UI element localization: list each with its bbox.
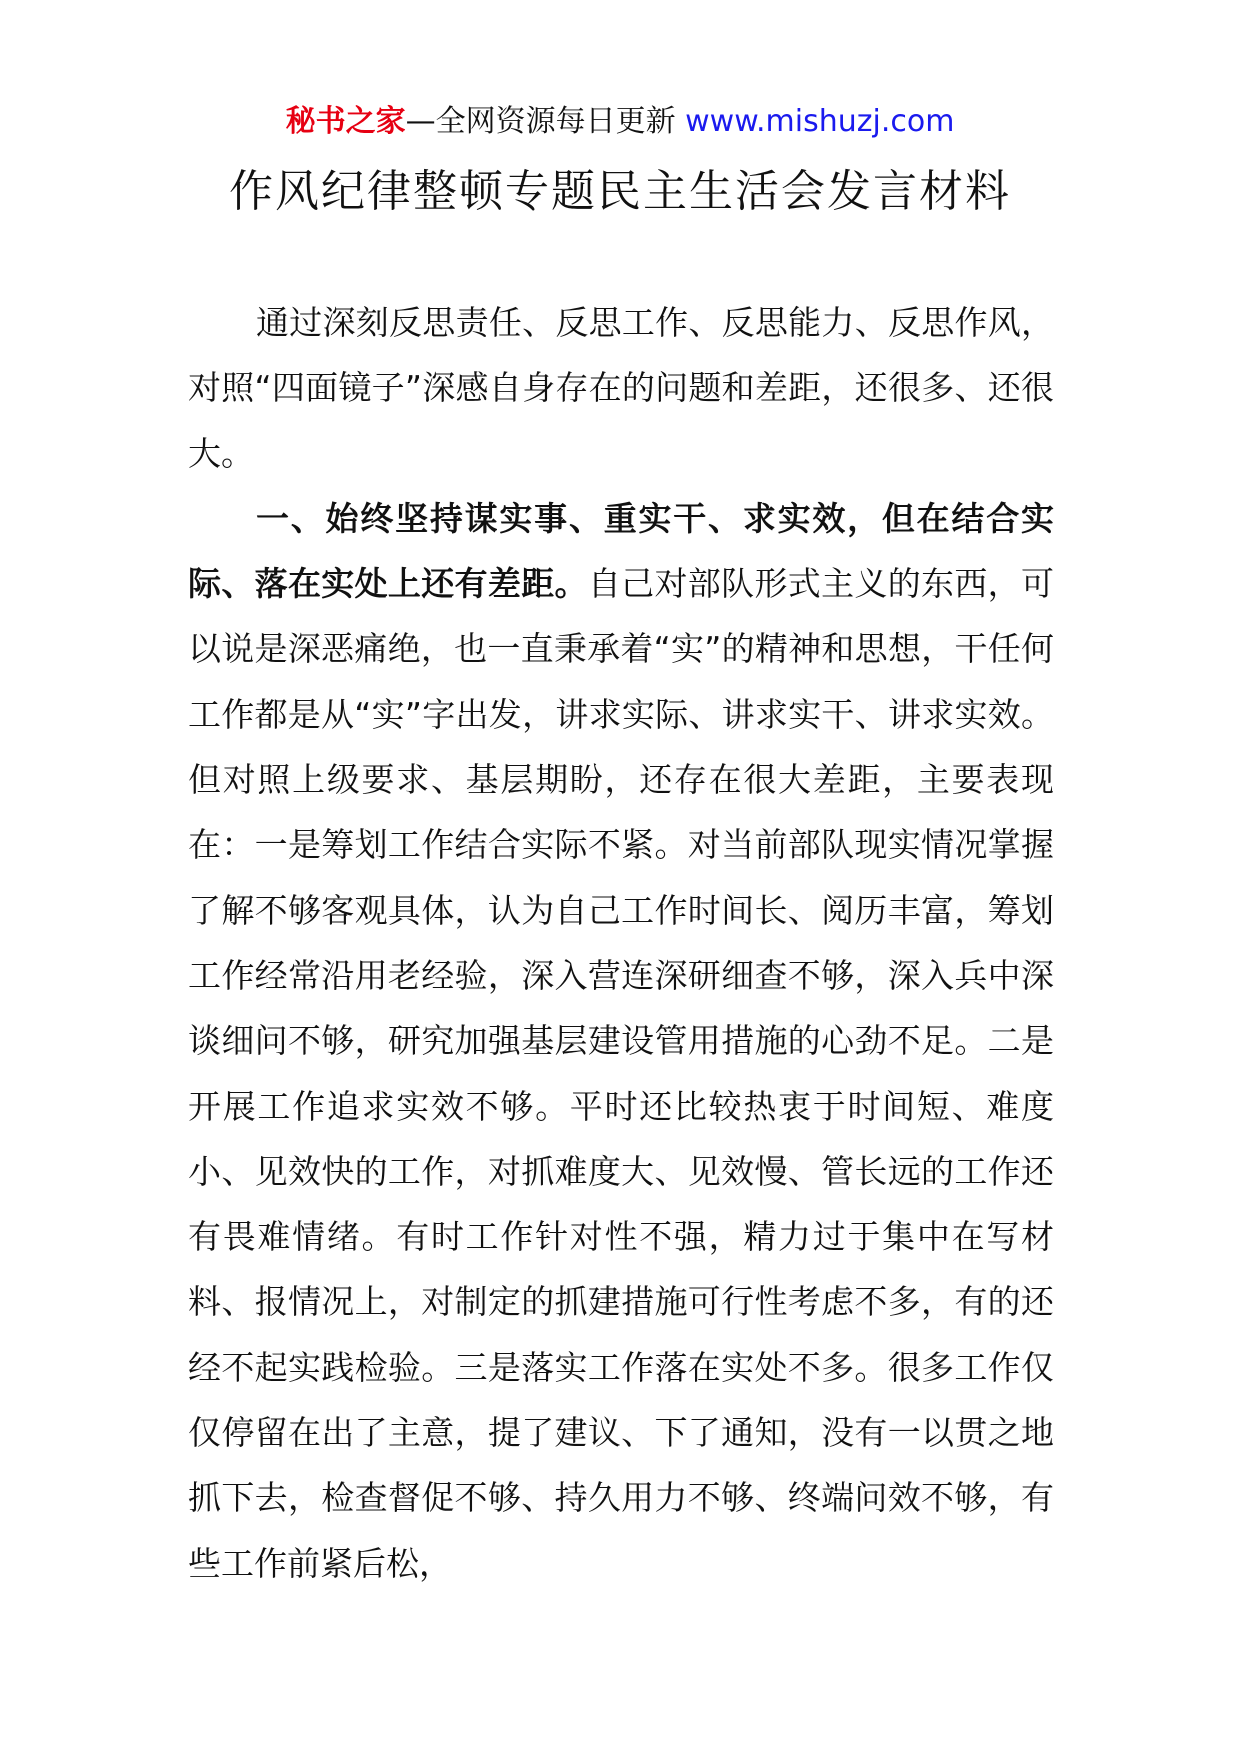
document-body: [188, 290, 1054, 1596]
site-url-link[interactable]: www.mishuzj.com: [685, 104, 955, 139]
site-brand: 秘书之家: [285, 104, 406, 139]
site-tagline: —全网资源每日更新: [405, 104, 676, 139]
paragraph-intro: [188, 290, 1054, 486]
paragraph-section-one: [188, 486, 1054, 1596]
section-one-heading: 一、始终坚持谋实事、重实干、求实效，但在结合实际、落在实处上还有差距。: [188, 498, 1054, 604]
section-one-text: 自己对部队形式主义的东西，可以说是深恶痛绝，也一直秉承着“实”的精神和思想，干任何工作都是从“实”字出发，讲求实际、讲求实干、讲求实效。但对照上级要求、基层期盼，还存在很大差距，主要表现在：一是筹划工作结合实际不紧。对当前部队现实情况掌握了解不够客观具体，认为自己工作时间长、阅历丰富，筹划工作经常沿用老经验，深入营连深研细查不够，深入兵中深谈细问不够，研究加强基层建设管用措施的心劲不足。二是开展工作追求实效不够。平时还比较热衷于时间短、难度小、见效快的工作，对抓难度大、见效慢、管长远的工作还有畏难情绪。有时工作针对性不强，精力过于集中在写材料、报情况上，对制定的抓建措施可行性考虑不多，有的还经不起实践检验。三是落实工作落在实处不多。很多工作仅仅停留在出了主意，提了建议、下了通知，没有一以贯之地抓下去，检查督促不够、持久用力不够、终端问效不够，有些工作前紧后松，: [188, 564, 1055, 1583]
document-title: 作风纪律整顿专题民主生活会发言材料: [229, 166, 1011, 217]
paragraph-intro-text: 通过深刻反思责任、反思工作、反思能力、反思作风，对照“四面镜子”深感自身存在的问题和差距，还很多、还很大。: [188, 303, 1054, 473]
site-header: [0, 102, 1240, 142]
